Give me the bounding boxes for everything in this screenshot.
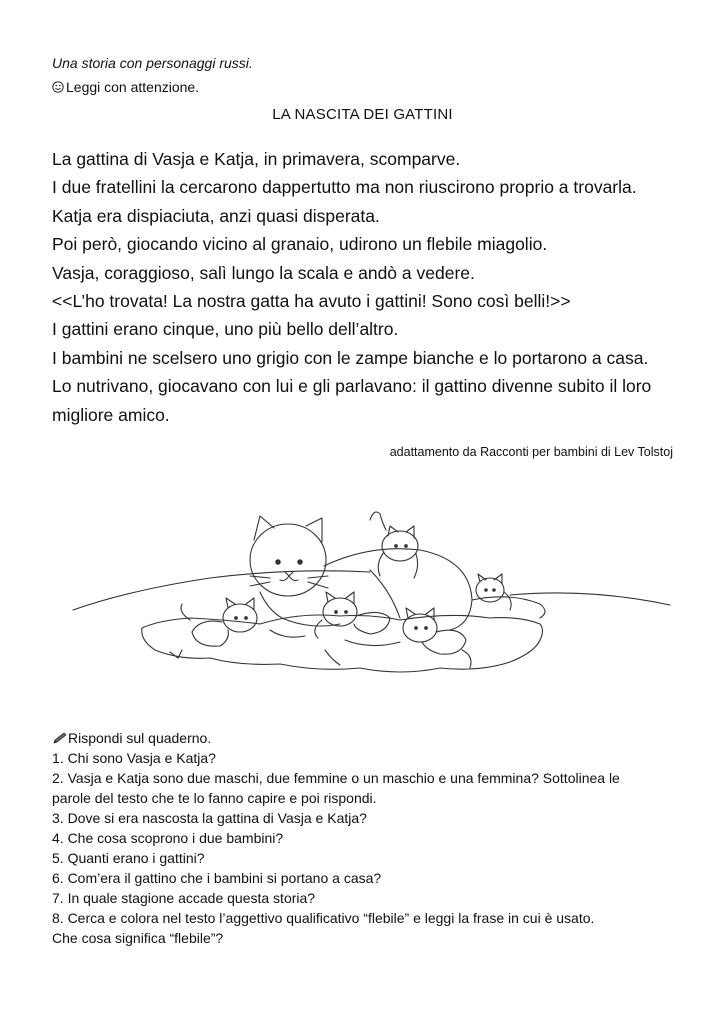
story-line: migliore amico. (52, 404, 170, 425)
instruction-text: Leggi con attenzione. (66, 79, 200, 95)
story-line: Lo nutrivano, giocavano con lui e gli parlavano: il gattino divenne subito il loro (52, 376, 652, 397)
question-line: 3. Dove si era nascosta la gattina di Vasja e Katja? (52, 810, 367, 826)
story-credit: adattamento da Racconti per bambini di Lev Tolstoj (389, 445, 673, 459)
question-line: 4. Che cosa scoprono i due bambini? (52, 830, 284, 846)
question-line: 1. Chi sono Vasja e Katja? (52, 750, 216, 766)
question-line: 2. Vasja e Katja sono due maschi, due femmine o un maschio e una femmina? Sottolinea le (52, 770, 620, 786)
story-line: Katja era dispiaciuta, anzi quasi disperata. (52, 205, 380, 226)
story-line: Poi però, giocando vicino al granaio, udirono un flebile miagolio. (52, 234, 548, 255)
questions-heading (52, 728, 682, 748)
page-title-text: LA NASCITA DEI GATTINI (272, 106, 453, 123)
page-title (0, 104, 725, 126)
instruction (52, 77, 199, 97)
story-line: I due fratellini la cercarono dappertutto ma non riuscirono proprio a trovarla. (52, 177, 637, 198)
questions-heading-text: Rispondi sul quaderno. (68, 730, 212, 746)
question-line: 7. In quale stagione accade questa storia? (52, 890, 316, 906)
story-line: La gattina di Vasja e Katja, in primavera, scomparve. (52, 149, 461, 169)
cat-with-kittens-illustration (70, 500, 675, 680)
subtitle: Una storia con personaggi russi. (52, 55, 253, 71)
pencil-icon (52, 731, 68, 745)
story-line: <<L’ho trovata! La nostra gatta ha avuto i gattini! Sono così belli!>> (52, 291, 571, 312)
question-line: 8. Cerca e colora nel testo l’aggettivo qualificativo “flebile” e leggi la frase in cui è usato. (52, 910, 595, 926)
story-line: I gattini erano cinque, uno più bello dell’altro. (52, 319, 399, 340)
smiley-icon (52, 81, 64, 93)
questions-section (52, 728, 682, 948)
story-line: Vasja, coraggioso, salì lungo la scala e andò a vedere. (52, 262, 475, 283)
question-line: Che cosa significa “flebile”? (52, 930, 224, 946)
story-text (52, 145, 692, 429)
question-line: 6. Com’era il gattino che i bambini si portano a casa? (52, 870, 382, 886)
question-line: parole del testo che te lo fanno capire e poi rispondi. (52, 790, 377, 806)
story-line: I bambini ne scelsero uno grigio con le zampe bianche e lo portarono a casa. (52, 347, 649, 368)
question-line: 5. Quanti erano i gattini? (52, 850, 205, 866)
